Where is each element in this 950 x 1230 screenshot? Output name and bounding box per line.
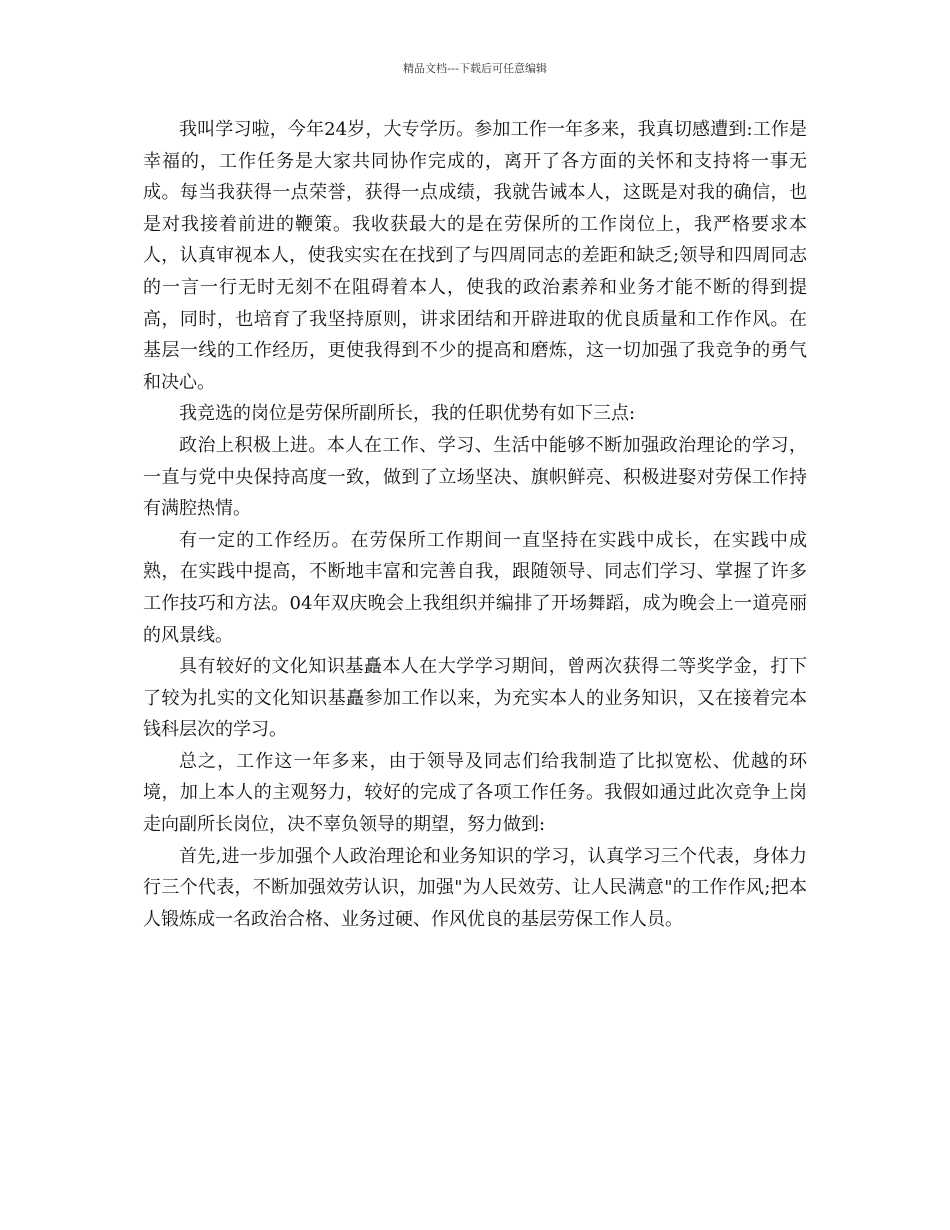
paragraph-position-statement: 我竞选的岗位是劳保所副所长，我的任职优势有如下三点: — [179, 403, 636, 425]
paragraph-work-experience: 有一定的工作经历。在劳保所工作期间一直坚持在实践中成长，在实践中成熟，在实践中提高，不断地丰富和完善自我，跟随领导、同志们学习、掌握了许多工作技巧和方法。04年双庆晚会上我组织并编排了开场舞蹈，成为晚会上一道亮丽的风景线。 — [143, 529, 807, 646]
page-header: 精品文档---下载后可任意编辑 — [403, 62, 547, 75]
paragraph-political-strength: 政治上积极上进。本人在工作、学习、生活中能够不断加强政治理论的学习，一直与党中央保持高度一致，做到了立场坚决、旗帜鲜亮、积极进娶对劳保工作持有满腔热情。 — [143, 434, 807, 520]
paragraph-summary: 总之，工作这一年多来，由于领导及同志们给我制造了比拟宽松、优越的环境，加上本人的主观努力，较好的完成了各项工作任务。我假如通过此次竞争上岗走向副所长岗位，决不辜负领导的期望，努力做到: — [143, 750, 807, 836]
paragraph-first-commitment: 首先,进一步加强个人政治理论和业务知识的学习，认真学习三个代表，身体力行三个代表，不断加强效劳认识，加强"为人民效劳、让人民满意"的工作作风;把本人锻炼成一名政治合格、业务过硬、作风优良的基层劳保工作人员。 — [143, 845, 807, 930]
paragraph-introduction: 我叫学习啦，今年24岁，大专学历。参加工作一年多来，我真切感遭到:工作是幸福的，工作任务是大家共同协作完成的，离开了各方面的关怀和支持将一事无成。每当我获得一点荣誉，获得一点成绩，我就告诫本人，这既是对我的确信，也是对我接着前进的鞭策。我收获最大的是在劳保所的工作岗位上，我严格要求本人，认真审视本人，使我实实在在找到了与四周同志的差距和缺乏;领导和四周同志的一言一行无时无刻不在阻碍着本人，使我的政治素养和业务才能不断的得到提高，同时，也培育了我坚持原则，讲求团结和开辟进取的优良质量和工作作风。在基层一线的工作经历，更使我得到不少的提高和磨炼，这一切加强了我竞争的勇气和决心。 — [143, 119, 807, 393]
document-body — [143, 114, 807, 935]
paragraph-education: 具有较好的文化知识基矗本人在大学学习期间，曾两次获得二等奖学金，打下了较为扎实的文化知识基矗参加工作以来，为充实本人的业务知识，又在接着完本钱科层次的学习。 — [143, 656, 807, 741]
